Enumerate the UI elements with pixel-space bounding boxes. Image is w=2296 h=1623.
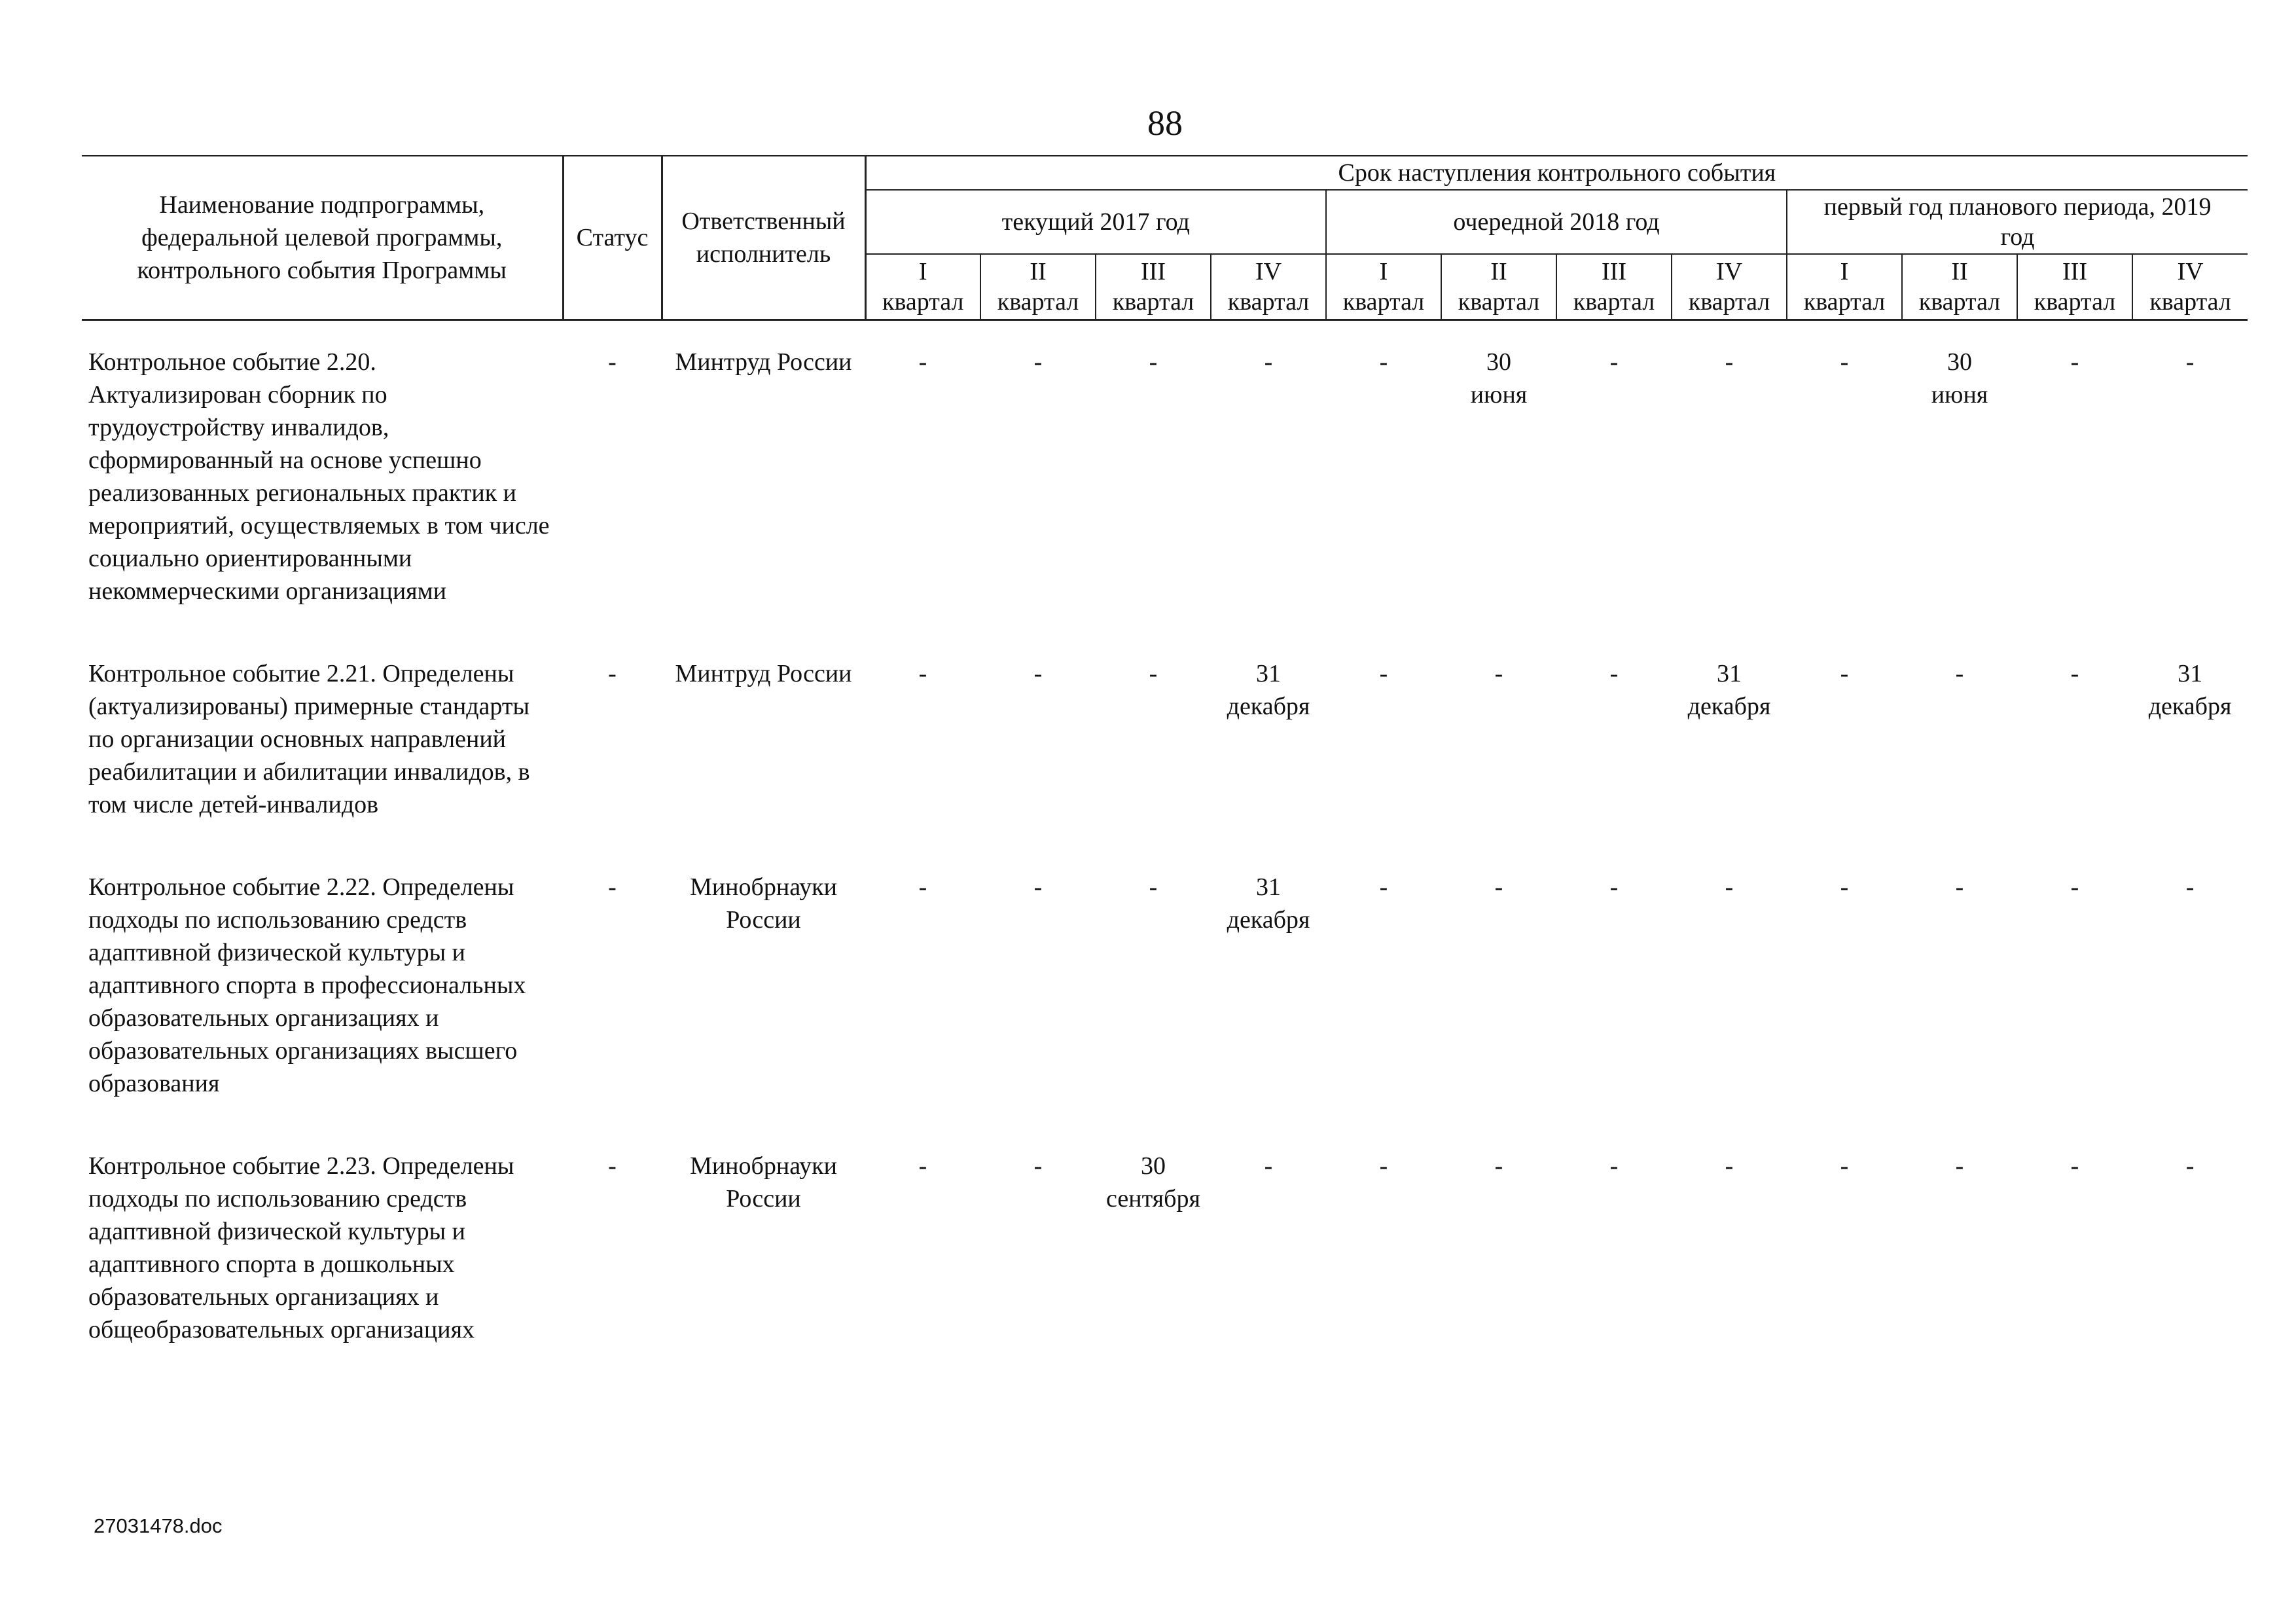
- deadline-text: -: [2185, 873, 2195, 901]
- deadline-cell-q6: [1441, 319, 1556, 632]
- deadline-text: -: [2185, 1152, 2195, 1180]
- deadline-text: декабря: [1227, 692, 1310, 720]
- quarter-number: III: [1141, 257, 1166, 285]
- control-event-status: -: [608, 1152, 617, 1180]
- deadline-text: декабря: [1687, 692, 1771, 720]
- table-row: [82, 1125, 2248, 1371]
- deadline-cell-q12: [2132, 1125, 2248, 1371]
- quarter-label: квартал: [1112, 287, 1194, 316]
- deadline-cell-q8: [1672, 632, 1787, 846]
- quarter-number: IV: [2177, 257, 2204, 285]
- deadline-text: -: [1725, 873, 1734, 901]
- deadline-cell-q5: [1326, 1125, 1441, 1371]
- quarter-number: II: [1951, 257, 1968, 285]
- deadline-text: -: [1033, 1152, 1043, 1180]
- deadline-cell-q10: [1902, 1125, 2017, 1371]
- quarter-number: II: [1490, 257, 1507, 285]
- header-quarter-6: [1441, 254, 1556, 319]
- header-quarter-12: [2132, 254, 2248, 319]
- deadline-text: 30: [1141, 1152, 1166, 1180]
- header-quarter-3: [1096, 254, 1211, 319]
- deadline-text: 30: [1947, 348, 1972, 376]
- deadline-cell-q4: [1211, 1125, 1326, 1371]
- deadline-cell-q7: [1556, 1125, 1672, 1371]
- header-quarter-4: [1211, 254, 1326, 319]
- table-header: [82, 156, 2248, 319]
- deadline-text: -: [2070, 873, 2079, 901]
- deadline-text: -: [1609, 659, 1619, 687]
- deadline-text: -: [918, 659, 927, 687]
- deadline-cell-q6: [1441, 1125, 1556, 1371]
- deadline-text: -: [1264, 348, 1273, 376]
- header-quarter-8: [1672, 254, 1787, 319]
- table-row: [82, 846, 2248, 1125]
- deadline-text: -: [1149, 659, 1158, 687]
- deadline-cell-q1: [865, 846, 980, 1125]
- header-quarter-2: [980, 254, 1096, 319]
- quarter-number: I: [918, 257, 927, 285]
- deadline-cell-q1: [865, 1125, 980, 1371]
- deadline-text: -: [2070, 659, 2079, 687]
- table-body: [82, 319, 2248, 1371]
- deadline-cell-q11: [2017, 1125, 2132, 1371]
- deadline-cell-q1: [865, 319, 980, 632]
- quarter-number: II: [1030, 257, 1047, 285]
- control-event-executor: Минтруд России: [675, 348, 852, 376]
- deadline-text: -: [1725, 1152, 1734, 1180]
- deadline-text: -: [1379, 659, 1388, 687]
- header-quarter-5: [1326, 254, 1441, 319]
- deadline-cell-q4: [1211, 846, 1326, 1125]
- deadline-text: -: [1494, 1152, 1503, 1180]
- quarter-label: квартал: [1342, 287, 1425, 316]
- deadline-text: -: [1494, 659, 1503, 687]
- control-event-executor: Минобрнауки России: [690, 1152, 837, 1213]
- control-event-executor: Минтруд России: [675, 659, 852, 687]
- deadline-text: -: [2070, 1152, 2079, 1180]
- deadline-text: -: [1840, 873, 1849, 901]
- deadline-cell-q8: [1672, 1125, 1787, 1371]
- header-name-column: Наименование подпрограммы, федеральной целевой программы, контрольного события Программы: [82, 156, 563, 319]
- deadline-cell-q12: [2132, 319, 2248, 632]
- control-event-name: Контрольное событие 2.22. Определены подходы по использованию средств адаптивной физической культуры и адаптивного спорта в профессиональных образовательных организациях и образовательных организациях высшего образования: [88, 873, 526, 1097]
- deadline-cell-q2: [980, 846, 1096, 1125]
- deadline-cell-q9: [1787, 632, 1902, 846]
- quarter-label: квартал: [1227, 287, 1310, 316]
- deadline-cell-q7: [1556, 846, 1672, 1125]
- header-status-column: Статус: [563, 156, 662, 319]
- deadline-text: -: [1725, 348, 1734, 376]
- control-event-status: -: [608, 659, 617, 687]
- deadline-cell-q12: [2132, 846, 2248, 1125]
- deadline-cell-q9: [1787, 846, 1902, 1125]
- deadline-cell-q4: [1211, 632, 1326, 846]
- deadline-cell-q8: [1672, 319, 1787, 632]
- deadline-cell-q2: [980, 319, 1096, 632]
- deadline-text: -: [1609, 1152, 1619, 1180]
- quarter-label: квартал: [882, 287, 964, 316]
- deadline-cell-q8: [1672, 846, 1787, 1125]
- deadline-text: -: [1609, 348, 1619, 376]
- deadline-cell-q6: [1441, 846, 1556, 1125]
- header-deadline-title: Срок наступления контрольного события: [865, 156, 2248, 190]
- quarter-number: III: [2062, 257, 2087, 285]
- deadline-cell-q3: [1096, 632, 1211, 846]
- quarter-label: квартал: [1573, 287, 1655, 316]
- deadline-cell-q2: [980, 632, 1096, 846]
- control-event-status: -: [608, 873, 617, 901]
- control-event-executor: Минобрнауки России: [690, 873, 837, 934]
- deadline-text: 31: [1717, 659, 1742, 687]
- deadline-cell-q2: [980, 1125, 1096, 1371]
- header-quarter-10: [1902, 254, 2017, 319]
- table-row: [82, 632, 2248, 846]
- header-quarter-7: [1556, 254, 1672, 319]
- deadline-cell-q10: [1902, 632, 2017, 846]
- deadline-text: -: [918, 348, 927, 376]
- deadline-text: -: [1955, 873, 1964, 901]
- deadline-cell-q4: [1211, 319, 1326, 632]
- deadline-text: июня: [1470, 380, 1528, 409]
- deadline-cell-q9: [1787, 1125, 1902, 1371]
- deadline-text: -: [1033, 873, 1043, 901]
- deadline-text: -: [1033, 659, 1043, 687]
- deadline-text: -: [918, 873, 927, 901]
- deadline-cell-q11: [2017, 319, 2132, 632]
- deadline-cell-q5: [1326, 846, 1441, 1125]
- header-year-2019: первый год планового периода, 2019 год: [1787, 190, 2248, 254]
- quarter-label: квартал: [1688, 287, 1770, 316]
- deadline-text: -: [1379, 1152, 1388, 1180]
- deadline-text: -: [1264, 1152, 1273, 1180]
- deadline-text: 31: [1256, 659, 1281, 687]
- deadline-text: -: [1149, 348, 1158, 376]
- quarter-number: IV: [1715, 257, 1743, 285]
- header-quarter-1: [865, 254, 980, 319]
- quarter-number: I: [1840, 257, 1849, 285]
- deadline-cell-q7: [1556, 319, 1672, 632]
- document-code: 27031478.doc: [94, 1514, 223, 1537]
- deadline-text: -: [1033, 348, 1043, 376]
- deadline-cell-q5: [1326, 632, 1441, 846]
- deadline-text: -: [1955, 659, 1964, 687]
- deadline-text: -: [918, 1152, 927, 1180]
- deadline-text: -: [2185, 348, 2195, 376]
- deadline-text: -: [1379, 873, 1388, 901]
- quarter-label: квартал: [1458, 287, 1540, 316]
- deadline-cell-q10: [1902, 319, 2017, 632]
- quarter-label: квартал: [1918, 287, 2001, 316]
- control-event-name: Контрольное событие 2.20. Актуализирован сборник по трудоустройству инвалидов, сформированный на основе успешно реализованных региональных практик и мероприятий, осуществляемых в том числе социально ориентированными некоммерческими организациями: [88, 348, 550, 605]
- deadline-cell-q10: [1902, 846, 2017, 1125]
- header-executor-column: Ответственный исполнитель: [662, 156, 865, 319]
- deadline-cell-q7: [1556, 632, 1672, 846]
- page-number: 88: [1147, 103, 1183, 143]
- deadline-text: -: [1609, 873, 1619, 901]
- control-event-name: Контрольное событие 2.23. Определены подходы по использованию средств адаптивной физической культуры и адаптивного спорта в дошкольных образовательных организациях и общеобразовательных организациях: [88, 1152, 514, 1343]
- quarter-number: IV: [1255, 257, 1282, 285]
- control-event-status: -: [608, 348, 617, 376]
- control-event-name: Контрольное событие 2.21. Определены (актуализированы) примерные стандарты по организации основных направлений реабилитации и абилитации инвалидов, в том числе детей-инвалидов: [88, 659, 530, 818]
- deadline-cell-q3: [1096, 319, 1211, 632]
- deadline-text: декабря: [1227, 905, 1310, 934]
- deadline-cell-q9: [1787, 319, 1902, 632]
- quarter-label: квартал: [1803, 287, 1886, 316]
- deadline-cell-q1: [865, 632, 980, 846]
- deadline-text: 30: [1486, 348, 1511, 376]
- deadline-text: -: [1840, 348, 1849, 376]
- header-quarter-9: [1787, 254, 1902, 319]
- header-quarter-11: [2017, 254, 2132, 319]
- deadline-cell-q3: [1096, 846, 1211, 1125]
- deadline-cell-q3: [1096, 1125, 1211, 1371]
- deadline-text: -: [1955, 1152, 1964, 1180]
- deadline-text: 31: [2178, 659, 2203, 687]
- header-year-2017: текущий 2017 год: [865, 190, 1326, 254]
- quarter-label: квартал: [2149, 287, 2231, 316]
- deadline-text: -: [1840, 1152, 1849, 1180]
- deadline-text: декабря: [2148, 692, 2232, 720]
- deadline-cell-q12: [2132, 632, 2248, 846]
- quarter-number: III: [1602, 257, 1626, 285]
- header-year-2018: очередной 2018 год: [1326, 190, 1787, 254]
- deadline-cell-q11: [2017, 846, 2132, 1125]
- deadline-cell-q11: [2017, 632, 2132, 846]
- deadline-text: июня: [1931, 380, 1988, 409]
- control-events-table-wrap: [82, 155, 2246, 1371]
- deadline-text: -: [1149, 873, 1158, 901]
- deadline-cell-q5: [1326, 319, 1441, 632]
- deadline-text: сентября: [1106, 1184, 1200, 1213]
- deadline-cell-q6: [1441, 632, 1556, 846]
- deadline-text: -: [1494, 873, 1503, 901]
- deadline-text: -: [1379, 348, 1388, 376]
- deadline-text: -: [2070, 348, 2079, 376]
- deadline-text: -: [1840, 659, 1849, 687]
- quarter-number: I: [1379, 257, 1388, 285]
- quarter-label: квартал: [2034, 287, 2116, 316]
- deadline-text: 31: [1256, 873, 1281, 901]
- table-row: [82, 319, 2248, 632]
- control-events-table: [82, 155, 2248, 1371]
- quarter-label: квартал: [997, 287, 1079, 316]
